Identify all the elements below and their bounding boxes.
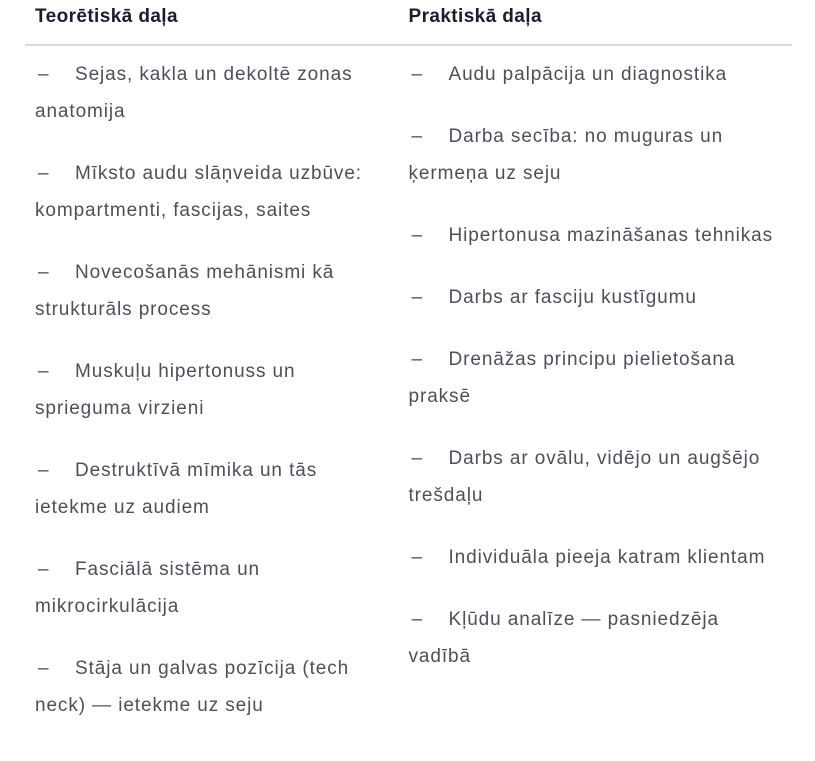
dash-marker: –: [411, 609, 423, 630]
dash-marker: –: [38, 460, 50, 481]
list-item-text: Novecošanās mehānismi kā strukturāls process: [35, 262, 335, 320]
list-item-text: Muskuļu hipertonuss un sprieguma virzieni: [35, 361, 296, 419]
list-item-text: Individuāla pieeja katram klientam: [448, 547, 766, 568]
dash-marker: –: [38, 262, 50, 283]
list-item: [409, 56, 777, 93]
list-item: [409, 601, 777, 675]
table-header-row: [25, 0, 792, 46]
dash-marker: –: [411, 448, 423, 469]
list-item-text: Drenāžas principu pielietošana praksē: [408, 349, 736, 407]
list-item: [35, 551, 380, 625]
list-item-text: Destruktīvā mīmika un tās ietekme uz audiem: [35, 460, 318, 518]
dash-marker: –: [411, 225, 423, 246]
dash-marker: –: [411, 349, 423, 370]
list-item-text: Kļūdu analīze — pasniedzēja vadībā: [408, 609, 719, 667]
dash-marker: –: [38, 559, 50, 580]
list-item: [35, 353, 380, 427]
dash-marker: –: [38, 658, 50, 679]
list-item-text: Fasciālā sistēma un mikrocirkulācija: [35, 559, 261, 617]
list-item-text: Sejas, kakla un dekoltē zonas anatomija: [35, 64, 353, 122]
column-header-practice: Praktiskā daļa: [408, 6, 542, 27]
list-item: [409, 341, 777, 415]
list-item: [409, 539, 777, 576]
table-body-row: [25, 46, 792, 749]
list-item: [409, 440, 777, 514]
practice-header-cell: [409, 4, 793, 30]
list-item: [35, 56, 380, 130]
dash-marker: –: [38, 64, 50, 85]
practice-column: [409, 46, 793, 749]
curriculum-table: [25, 0, 792, 749]
dash-marker: –: [411, 287, 423, 308]
dash-marker: –: [38, 163, 50, 184]
theory-header-cell: [25, 4, 409, 30]
list-item: [409, 279, 777, 316]
dash-marker: –: [411, 64, 423, 85]
dash-marker: –: [38, 361, 50, 382]
list-item-text: Darba secība: no muguras un ķermeņa uz seju: [408, 126, 724, 184]
theory-column: [25, 46, 409, 749]
list-item: [35, 254, 380, 328]
list-item-text: Audu palpācija un diagnostika: [448, 64, 728, 85]
list-item-text: Stāja un galvas pozīcija (tech neck) — ietekme uz seju: [35, 658, 350, 716]
list-item-text: Darbs ar ovālu, vidējo un augšējo trešdaļu: [408, 448, 761, 506]
list-item: [35, 155, 380, 229]
list-item: [35, 452, 380, 526]
dash-marker: –: [411, 126, 423, 147]
list-item-text: Hipertonusa mazināšanas tehnikas: [448, 225, 774, 246]
list-item: [409, 217, 777, 254]
column-header-theory: Teorētiskā daļa: [35, 6, 178, 27]
dash-marker: –: [411, 547, 423, 568]
list-item: [409, 118, 777, 192]
list-item: [35, 650, 380, 724]
list-item-text: Mīksto audu slāņveida uzbūve: kompartmenti, fascijas, saites: [35, 163, 362, 221]
list-item-text: Darbs ar fasciju kustīgumu: [448, 287, 697, 308]
